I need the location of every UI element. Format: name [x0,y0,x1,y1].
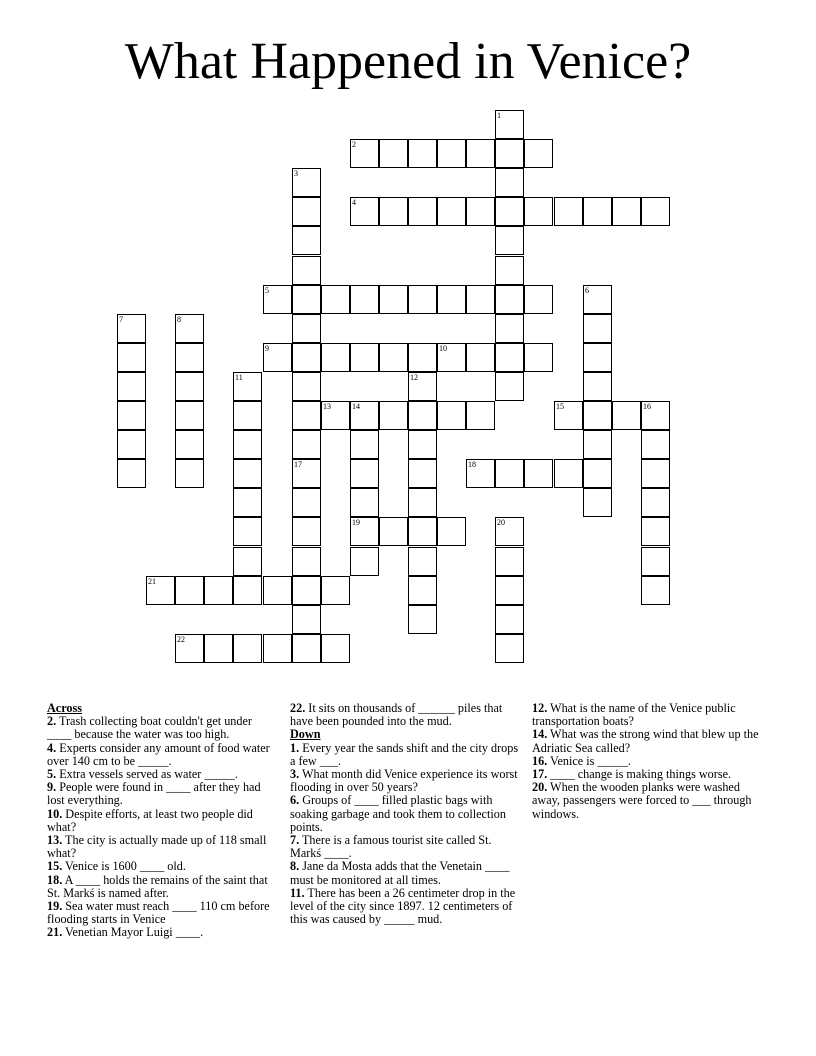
grid-cell[interactable] [408,576,437,605]
clue-number: 15 [556,402,564,411]
grid-cell[interactable] [146,576,175,605]
grid-cell[interactable] [233,576,262,605]
clue [47,742,279,768]
grid-cell[interactable] [379,197,408,226]
grid-cell[interactable] [117,459,146,488]
grid-cell[interactable] [408,139,437,168]
clue-text: The city is actually made up of 118 small what? [47,833,267,861]
clue-text: People were found in ____ after they had lost everything. [47,780,261,808]
grid-cell[interactable] [583,372,612,401]
grid-cell[interactable] [437,401,466,430]
clue-number: 9 [265,344,269,353]
grid-cell[interactable] [495,314,524,343]
clue [290,768,522,794]
grid-cell[interactable] [408,285,437,314]
grid-cell[interactable] [554,197,583,226]
grid-cell[interactable] [204,576,233,605]
clue [47,874,279,900]
grid-cell[interactable] [292,314,321,343]
grid-cell[interactable] [466,401,495,430]
grid-cell[interactable] [495,459,524,488]
grid-cell[interactable] [583,488,612,517]
grid-cell[interactable] [641,547,670,576]
grid-cell[interactable] [495,110,524,139]
clue [290,860,522,886]
grid-cell[interactable] [495,285,524,314]
grid-cell[interactable] [292,547,321,576]
grid-cell[interactable] [292,488,321,517]
grid-cell[interactable] [292,372,321,401]
clue-text: It sits on thousands of ______ piles that have been pounded into the mud. [290,701,503,729]
grid-cell[interactable] [292,285,321,314]
grid-cell[interactable] [583,430,612,459]
grid-cell[interactable] [233,488,262,517]
clue-number: 17. [532,767,548,782]
clue [532,728,764,754]
grid-cell[interactable] [583,314,612,343]
grid-cell[interactable] [641,197,670,226]
clue [47,781,279,807]
grid-cell[interactable] [583,343,612,372]
clue-text: Extra vessels served as water _____. [56,767,238,782]
grid-cell[interactable] [495,547,524,576]
grid-cell[interactable] [350,459,379,488]
grid-cell[interactable] [379,139,408,168]
grid-cell[interactable] [408,517,437,546]
grid-cell[interactable] [175,372,204,401]
grid-cell[interactable] [117,430,146,459]
grid-cell[interactable] [554,459,583,488]
grid-cell[interactable] [292,634,321,663]
grid-cell[interactable] [495,605,524,634]
grid-cell[interactable] [204,634,233,663]
grid-cell[interactable] [175,401,204,430]
grid-cell[interactable] [524,343,553,372]
clue-section-heading: Down [290,727,321,742]
grid-cell[interactable] [437,139,466,168]
grid-cell[interactable] [466,459,495,488]
grid-cell[interactable] [117,343,146,372]
clue-text: Experts consider any amount of food water over 140 cm to be _____. [47,740,270,768]
clue [532,781,764,821]
grid-cell[interactable] [495,139,524,168]
clue-text: Jane da Mosta adds that the Venetain ____ must be monitored at all times. [290,859,510,887]
grid-cell[interactable] [379,285,408,314]
clue-number: 6. [290,793,300,808]
grid-cell[interactable] [641,517,670,546]
clue [47,900,279,926]
grid-cell[interactable] [233,517,262,546]
grid-cell[interactable] [495,634,524,663]
clue-text: There has been a 26 centimeter drop in the level of the city since 1897. 12 centimeters of this was caused by _____ mud. [290,885,516,927]
clue-number: 7 [119,315,123,324]
grid-cell[interactable] [641,430,670,459]
puzzle-title: What Happened in Venice? [124,33,692,90]
grid-cell[interactable] [175,343,204,372]
clue-number: 2 [352,140,356,149]
grid-cell[interactable] [495,226,524,255]
grid-cell[interactable] [437,343,466,372]
grid-cell[interactable] [263,576,292,605]
grid-cell[interactable] [612,401,641,430]
clue [47,715,279,741]
clue-number: 3. [290,767,300,782]
grid-cell[interactable] [233,372,262,401]
clue-number: 16 [643,402,651,411]
grid-cell[interactable] [408,430,437,459]
clue-number: 17 [294,460,302,469]
clue-number: 10 [439,344,447,353]
grid-cell[interactable] [495,576,524,605]
grid-cell[interactable] [437,285,466,314]
grid-cell[interactable] [437,197,466,226]
grid-cell[interactable] [408,197,437,226]
clue [290,794,522,834]
clue-number: 11 [235,373,243,382]
grid-cell[interactable] [292,343,321,372]
grid-cell[interactable] [466,343,495,372]
grid-cell[interactable] [117,372,146,401]
clue-text: Despite efforts, at least two people did what? [47,806,253,834]
clue-number: 20 [497,518,505,527]
clue-text: What month did Venice experience its worst flooding in over 50 years? [290,767,518,795]
grid-cell[interactable] [175,634,204,663]
grid-cell[interactable] [641,401,670,430]
grid-cell[interactable] [379,517,408,546]
grid-cell[interactable] [495,372,524,401]
grid-cell[interactable] [233,459,262,488]
clue-text: What was the strong wind that blew up the Adriatic Sea called? [532,727,759,755]
clue-column-3 [532,702,764,821]
grid-cell[interactable] [263,285,292,314]
grid-cell[interactable] [495,256,524,285]
grid-cell[interactable] [292,459,321,488]
grid-cell[interactable] [175,314,204,343]
clue-number: 11. [290,885,305,900]
grid-cell[interactable] [350,401,379,430]
clue-number: 4. [47,740,57,755]
clue-number: 10. [47,806,63,821]
grid-cell[interactable] [583,459,612,488]
clue-number: 9. [47,780,57,795]
grid-cell[interactable] [524,139,553,168]
grid-cell[interactable] [350,547,379,576]
grid-cell[interactable] [350,139,379,168]
grid-cell[interactable] [350,343,379,372]
clue-text: A ____ holds the remains of the saint that St. Markś is named after. [47,872,268,900]
clue-number: 2. [47,714,57,729]
clue-column-1 [47,702,279,940]
grid-cell[interactable] [292,168,321,197]
grid-cell[interactable] [292,197,321,226]
grid-cell[interactable] [466,285,495,314]
clue-number: 8. [290,859,300,874]
clue-text: Trash collecting boat couldn't get under ____ because the water was too high. [47,714,252,742]
grid-cell[interactable] [641,488,670,517]
grid-cell[interactable] [379,343,408,372]
clue-number: 19 [352,518,360,527]
grid-cell[interactable] [408,547,437,576]
grid-cell[interactable] [321,634,350,663]
grid-cell[interactable] [233,634,262,663]
grid-cell[interactable] [524,285,553,314]
grid-cell[interactable] [117,401,146,430]
grid-cell[interactable] [554,401,583,430]
clue-number: 22. [290,701,306,715]
grid-cell[interactable] [321,576,350,605]
clue-number: 19. [47,899,63,914]
grid-cell[interactable] [495,197,524,226]
clue-number: 12 [410,373,418,382]
grid-cell[interactable] [466,197,495,226]
grid-cell[interactable] [350,488,379,517]
clue-number: 21 [148,577,156,586]
grid-cell[interactable] [408,401,437,430]
grid-cell[interactable] [524,197,553,226]
clue [290,742,522,768]
grid-cell[interactable] [263,343,292,372]
clue-text: Venice is _____. [547,753,631,768]
grid-cell[interactable] [583,197,612,226]
grid-cell[interactable] [408,459,437,488]
grid-cell[interactable] [263,634,292,663]
grid-cell[interactable] [612,197,641,226]
grid-cell[interactable] [408,372,437,401]
clue-number: 22 [177,635,185,644]
clue-text: There is a famous tourist site called St. Markś ____. [290,833,492,861]
clue [47,808,279,834]
clue-number: 13 [323,402,331,411]
grid-cell[interactable] [466,139,495,168]
grid-cell[interactable] [175,576,204,605]
grid-cell[interactable] [408,605,437,634]
clue-number: 14. [532,727,548,742]
clue [290,702,522,728]
clue-text: Venetian Mayor Luigi ____. [62,925,204,940]
grid-cell[interactable] [583,285,612,314]
grid-cell[interactable] [292,605,321,634]
grid-cell[interactable] [292,226,321,255]
grid-cell[interactable] [350,430,379,459]
grid-cell[interactable] [379,401,408,430]
grid-cell[interactable] [350,197,379,226]
grid-cell[interactable] [175,430,204,459]
clue-number: 5 [265,286,269,295]
grid-cell[interactable] [495,517,524,546]
grid-cell[interactable] [292,430,321,459]
clue-number: 16. [532,753,548,768]
clue-text: Venice is 1600 ____ old. [62,859,186,874]
clue [290,834,522,860]
grid-cell[interactable] [350,285,379,314]
grid-cell[interactable] [408,343,437,372]
clue-number: 6 [585,286,589,295]
clue-number: 18. [47,872,63,887]
clue-number: 15. [47,859,63,874]
grid-cell[interactable] [321,285,350,314]
clue [47,926,279,939]
clue-number: 1 [497,111,501,120]
clue-text: ____ change is making things worse. [547,767,732,782]
grid-cell[interactable] [495,168,524,197]
clue [47,834,279,860]
grid-cell[interactable] [495,343,524,372]
clue-column-2 [290,702,522,926]
grid-cell[interactable] [233,401,262,430]
clue-number: 14 [352,402,360,411]
grid-cell[interactable] [117,314,146,343]
clue-text: Every year the sands shift and the city drops a few ___. [290,740,519,768]
clue-number: 3 [294,169,298,178]
grid-cell[interactable] [583,401,612,430]
clue-number: 13. [47,833,63,848]
grid-cell[interactable] [408,488,437,517]
clue-number: 7. [290,833,300,848]
clue-text: When the wooden planks were washed away, passengers were forced to ___ through windows. [532,780,752,821]
clue-text: Groups of ____ filled plastic bags with soaking garbage and took them to collection points. [290,793,506,834]
clue-section-heading: Across [47,701,82,715]
clue-number: 21. [47,925,63,940]
grid-cell[interactable] [641,459,670,488]
clue-number: 12. [532,701,548,715]
grid-cell[interactable] [321,401,350,430]
grid-cell[interactable] [175,459,204,488]
grid-cell[interactable] [292,401,321,430]
clue-number: 20. [532,780,548,795]
clue [532,702,764,728]
grid-cell[interactable] [292,256,321,285]
grid-cell[interactable] [437,517,466,546]
clue-number: 4 [352,198,356,207]
clue-number: 18 [468,460,476,469]
grid-cell[interactable] [641,576,670,605]
clue-text: What is the name of the Venice public transportation boats? [532,701,736,729]
grid-cell[interactable] [524,459,553,488]
grid-cell[interactable] [350,517,379,546]
grid-cell[interactable] [292,517,321,546]
grid-cell[interactable] [233,430,262,459]
clue-number: 5. [47,767,57,782]
clue-text: Sea water must reach ____ 110 cm before flooding starts in Venice [47,899,270,927]
clue-number: 8 [177,315,181,324]
clue-number: 1. [290,740,300,755]
grid-cell[interactable] [233,547,262,576]
clue [290,887,522,927]
grid-cell[interactable] [321,343,350,372]
grid-cell[interactable] [292,576,321,605]
